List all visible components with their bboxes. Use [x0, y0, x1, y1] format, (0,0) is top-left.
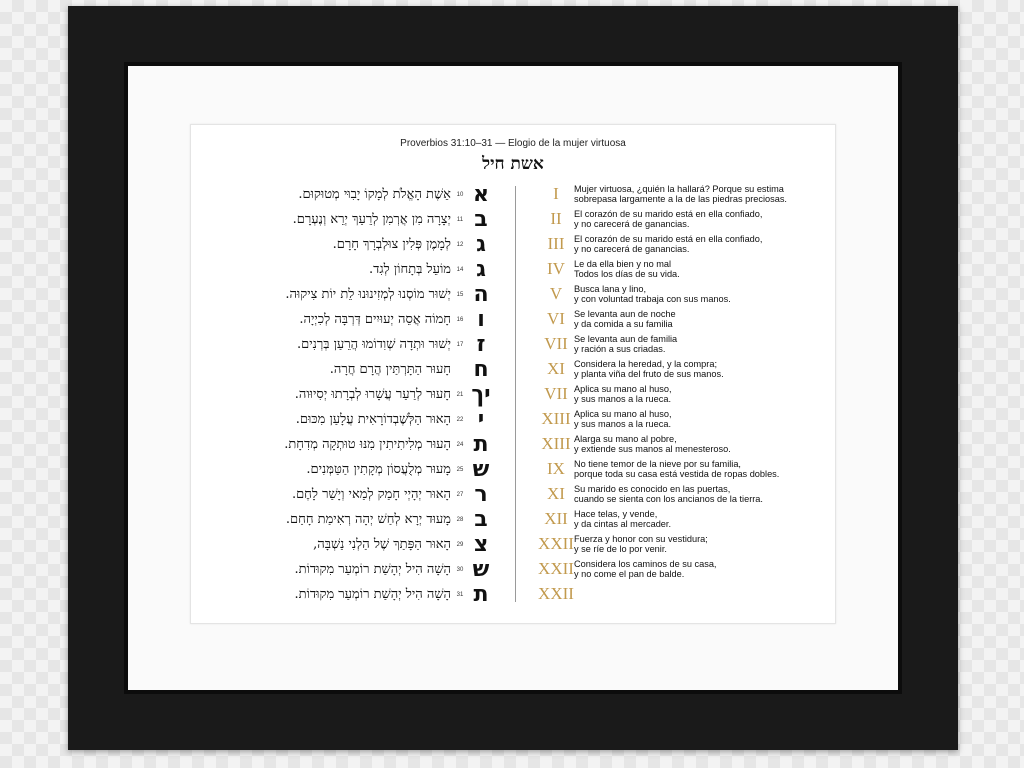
spanish-verse-text	[574, 334, 828, 354]
spanish-verse-line: y sus manos a la rueca.	[574, 419, 672, 429]
hebrew-letter: ז	[476, 332, 486, 357]
spanish-row	[528, 434, 828, 459]
spanish-verse-line: sobrepasa largamente a la de las piedras preciosas.	[574, 194, 787, 204]
hebrew-verse-text: יְצָרָה מִן אֲרְמִן לְרֵעַךְ יְרֵא וְנֶעְרָם.	[292, 212, 451, 227]
spanish-verse-line: y no carecerá de ganancias.	[574, 219, 690, 229]
spanish-verse-line: Le da ella bien y no mal	[574, 259, 672, 269]
spanish-row	[528, 234, 828, 259]
hebrew-row	[190, 434, 505, 459]
spanish-verse-line: El corazón de su marido está en ella confiado,	[574, 234, 763, 244]
spanish-verse-text	[574, 359, 828, 379]
spanish-verse-text	[574, 209, 828, 229]
hebrew-letter: ו	[477, 307, 485, 332]
roman-numeral: I	[553, 184, 559, 203]
hebrew-row	[190, 234, 505, 259]
roman-numeral: XII	[544, 509, 568, 528]
picture-frame	[68, 6, 958, 750]
roman-numeral: XIII	[541, 434, 571, 453]
print-paper	[190, 124, 836, 624]
verse-number: 30	[456, 567, 464, 573]
hebrew-verse-text: הָשָׁה הִיל יְהָשַׁת רוֹמְעַר מִקוּדוֹת.	[294, 587, 451, 602]
roman-numeral: VII	[544, 384, 568, 403]
spanish-row	[528, 559, 828, 584]
spanish-row	[528, 334, 828, 359]
spanish-verse-line: y se ríe de lo por venir.	[574, 544, 667, 554]
spanish-verse-text	[574, 184, 828, 204]
spanish-row	[528, 484, 828, 509]
spanish-verse-text	[574, 509, 828, 529]
verse-number: 22	[456, 417, 464, 423]
hebrew-row	[190, 509, 505, 534]
spanish-verse-text	[574, 459, 828, 479]
hebrew-verse-text: הָעוּר מְלִיתִיתִין מִנּוּ טוּתְקָה מְדִחָת.	[284, 437, 451, 452]
hebrew-letter: ג	[476, 257, 486, 282]
spanish-verse-text	[574, 434, 828, 454]
spanish-verse-line: y ración a sus criadas.	[574, 344, 666, 354]
hebrew-verse-text: חָעוּר הַתָּרְתַּין הֲרָם חֲרָה.	[329, 362, 451, 377]
spanish-verse-line: y da cintas al mercader.	[574, 519, 672, 529]
verse-number: 24	[456, 442, 464, 448]
hebrew-row	[190, 384, 505, 409]
hebrew-row	[190, 309, 505, 334]
hebrew-row	[190, 334, 505, 359]
hebrew-verse-text: אֵשֶׁת הָאֱלֹת לְמָקוֹ יָבִוּי מְטוּקוּם.	[298, 187, 451, 202]
verse-number: 29	[456, 542, 464, 548]
roman-numeral: V	[549, 284, 563, 303]
spanish-verse-line: Hace telas, y vende,	[574, 509, 658, 519]
roman-numeral: XXII	[538, 534, 574, 553]
spanish-verse-line: y con voluntad trabaja con sus manos.	[574, 294, 731, 304]
spanish-verse-line: y planta viña del fruto de sus manos.	[574, 369, 724, 379]
verse-number: 11	[456, 217, 464, 223]
print-subtitle: Proverbios 31:10–31 — Elogio de la mujer virtuosa	[400, 138, 626, 149]
hebrew-row	[190, 209, 505, 234]
roman-numeral: III	[547, 234, 565, 253]
verse-number: 27	[456, 492, 464, 498]
spanish-row	[528, 259, 828, 284]
spanish-verse-line: Se levanta aun de familia	[574, 334, 678, 344]
roman-numeral: II	[550, 209, 562, 228]
hebrew-letter: ג	[476, 232, 486, 257]
verse-number: 17	[456, 342, 464, 348]
hebrew-letter: ב	[474, 507, 488, 532]
spanish-verse-text	[574, 484, 828, 504]
hebrew-row	[190, 284, 505, 309]
spanish-verse-line: Todos los días de su vida.	[574, 269, 680, 279]
roman-numeral: XXII	[538, 559, 574, 578]
verse-number: 16	[456, 317, 464, 323]
spanish-verse-line: y no come el pan de balde.	[574, 569, 685, 579]
hebrew-letter: ש	[472, 557, 490, 582]
hebrew-row	[190, 559, 505, 584]
roman-numeral: IX	[547, 459, 565, 478]
hebrew-row	[190, 584, 505, 609]
spanish-row	[528, 459, 828, 484]
spanish-verse-line: El corazón de su marido está en ella confiado,	[574, 209, 763, 219]
roman-numeral: VI	[547, 309, 565, 328]
spanish-verse-line: Alarga su mano al pobre,	[574, 434, 677, 444]
spanish-verse-line: y extiende sus manos al menesteroso.	[574, 444, 731, 454]
print-title: אשת חיל	[482, 154, 544, 174]
spanish-verse-line: Se levanta aun de noche	[574, 309, 676, 319]
hebrew-verse-text: מוֹעֵל בְּתָחוֹן לְגִד.	[368, 262, 451, 277]
spanish-row	[528, 309, 828, 334]
column-divider	[515, 186, 516, 602]
hebrew-row	[190, 359, 505, 384]
hebrew-verse-text: הָאוּר יְהָיְי חָמַק לְמַאי וְיָשַׁר לָחֶם.	[291, 487, 451, 502]
hebrew-letter: ת	[473, 582, 489, 607]
spanish-row	[528, 209, 828, 234]
spanish-verse-line: y sus manos a la rueca.	[574, 394, 672, 404]
hebrew-letter: ש	[472, 457, 490, 482]
hebrew-row	[190, 409, 505, 434]
hebrew-letter: א	[472, 182, 490, 207]
hebrew-letter: ר	[474, 482, 488, 507]
spanish-verse-line: Fuerza y honor con su vestidura;	[574, 534, 708, 544]
roman-numeral: XI	[547, 484, 565, 503]
spanish-verse-text	[574, 259, 828, 279]
hebrew-letter: ה	[473, 282, 489, 307]
hebrew-verse-text: חָמוֹה אֲסֵה יְעוּיִים דְּרְבָּה לְכִיְיָה.	[299, 312, 451, 327]
spanish-verse-text	[574, 409, 828, 429]
hebrew-row	[190, 459, 505, 484]
hebrew-row	[190, 484, 505, 509]
spanish-verse-line: Mujer virtuosa, ¿quién la hallará? Porque su estima	[574, 184, 784, 194]
roman-numeral: VII	[544, 334, 568, 353]
hebrew-letter: ב	[474, 207, 488, 232]
verse-number: 31	[456, 592, 464, 598]
hebrew-letter: צ	[473, 532, 489, 557]
mat-board	[128, 66, 898, 690]
spanish-row	[528, 359, 828, 384]
hebrew-verse-text: הָשָׁה הִיל יְהָשַׁת רוֹמְעַר מִקוּדוֹת.	[294, 562, 451, 577]
roman-numeral: XI	[547, 359, 565, 378]
hebrew-letter: י	[477, 407, 485, 432]
roman-numeral: XIII	[541, 409, 571, 428]
hebrew-row	[190, 184, 505, 209]
roman-numeral: XXII	[538, 584, 574, 603]
verse-number: 15	[456, 292, 464, 298]
spanish-verse-line: Aplica su mano al huso,	[574, 384, 672, 394]
spanish-verse-text	[574, 234, 828, 254]
spanish-row	[528, 509, 828, 534]
hebrew-verse-text: מָעוּר מְלֻעֲסוֹן מְקָתִין הַטַּמְּנִים.	[306, 462, 451, 477]
spanish-row	[528, 384, 828, 409]
hebrew-letter: ת	[473, 432, 489, 457]
spanish-row	[528, 584, 828, 609]
hebrew-letter: יך	[471, 382, 491, 407]
spanish-row	[528, 534, 828, 559]
verse-number: 12	[456, 242, 464, 248]
spanish-verse-line: cuando se sienta con los ancianos de la tierra.	[574, 494, 763, 504]
spanish-verse-line: Su marido es conocido en las puertas,	[574, 484, 731, 494]
spanish-verse-line: y no carecerá de ganancias.	[574, 244, 690, 254]
spanish-row	[528, 184, 828, 209]
spanish-verse-line: Considera los caminos de su casa,	[574, 559, 717, 569]
spanish-verse-line: Considera la heredad, y la compra;	[574, 359, 717, 369]
spanish-verse-line: porque toda su casa está vestida de ropas dobles.	[574, 469, 780, 479]
verse-number: 28	[456, 517, 464, 523]
hebrew-row	[190, 259, 505, 284]
spanish-verse-text	[574, 384, 828, 404]
verse-number: 21	[456, 392, 464, 398]
verse-number: 25	[456, 467, 464, 473]
hebrew-verse-text: יְשׁוּר מוֹסְנוּ לְמְזִינוּנוּ לֵת יוֹת צִיקוּה.	[285, 287, 451, 302]
hebrew-letter: ח	[473, 357, 489, 382]
spanish-verse-text	[574, 284, 828, 304]
spanish-verse-line: y da comida a su familia	[574, 319, 673, 329]
spanish-verse-line: Aplica su mano al huso,	[574, 409, 672, 419]
spanish-row	[528, 409, 828, 434]
hebrew-verse-text: לְמָמֶן פְּלִין צוּלְבְרָךְ חָרָם.	[332, 237, 451, 252]
spanish-verse-line: Busca lana y lino,	[574, 284, 647, 294]
spanish-verse-text	[574, 309, 828, 329]
spanish-verse-text	[574, 559, 828, 579]
spanish-verse-line: No tiene temor de la nieve por su familia,	[574, 459, 741, 469]
hebrew-row	[190, 534, 505, 559]
hebrew-verse-text: מָעוּד יְרָא לְחַשׁ יְהָה רְאִימַת חָחַם.	[285, 512, 451, 527]
hebrew-verse-text: הָאוּר הַפָּתַךְ שֶׁל הַלְנִי נַשְׁבָּה,	[313, 537, 451, 552]
verse-number: 14	[456, 267, 464, 273]
hebrew-verse-text: הָאוּר הַלְּשֶׁבְדוֹרָאִית עֲלָעַן מִכּוּם.	[295, 412, 451, 427]
hebrew-verse-text: חָעוּר לְרַעַר עֲשָׁרוּ לְבְרָתוּ יְסִיוּוה.	[294, 387, 451, 402]
spanish-verse-text	[574, 534, 828, 554]
roman-numeral: IV	[547, 259, 565, 278]
spanish-row	[528, 284, 828, 309]
verse-number: 10	[456, 192, 464, 198]
hebrew-verse-text: יְשׁוּר וּתְדָה שְׁוִדוֹמוּ הֲרֵעַן בְּרְנִים.	[296, 337, 451, 352]
